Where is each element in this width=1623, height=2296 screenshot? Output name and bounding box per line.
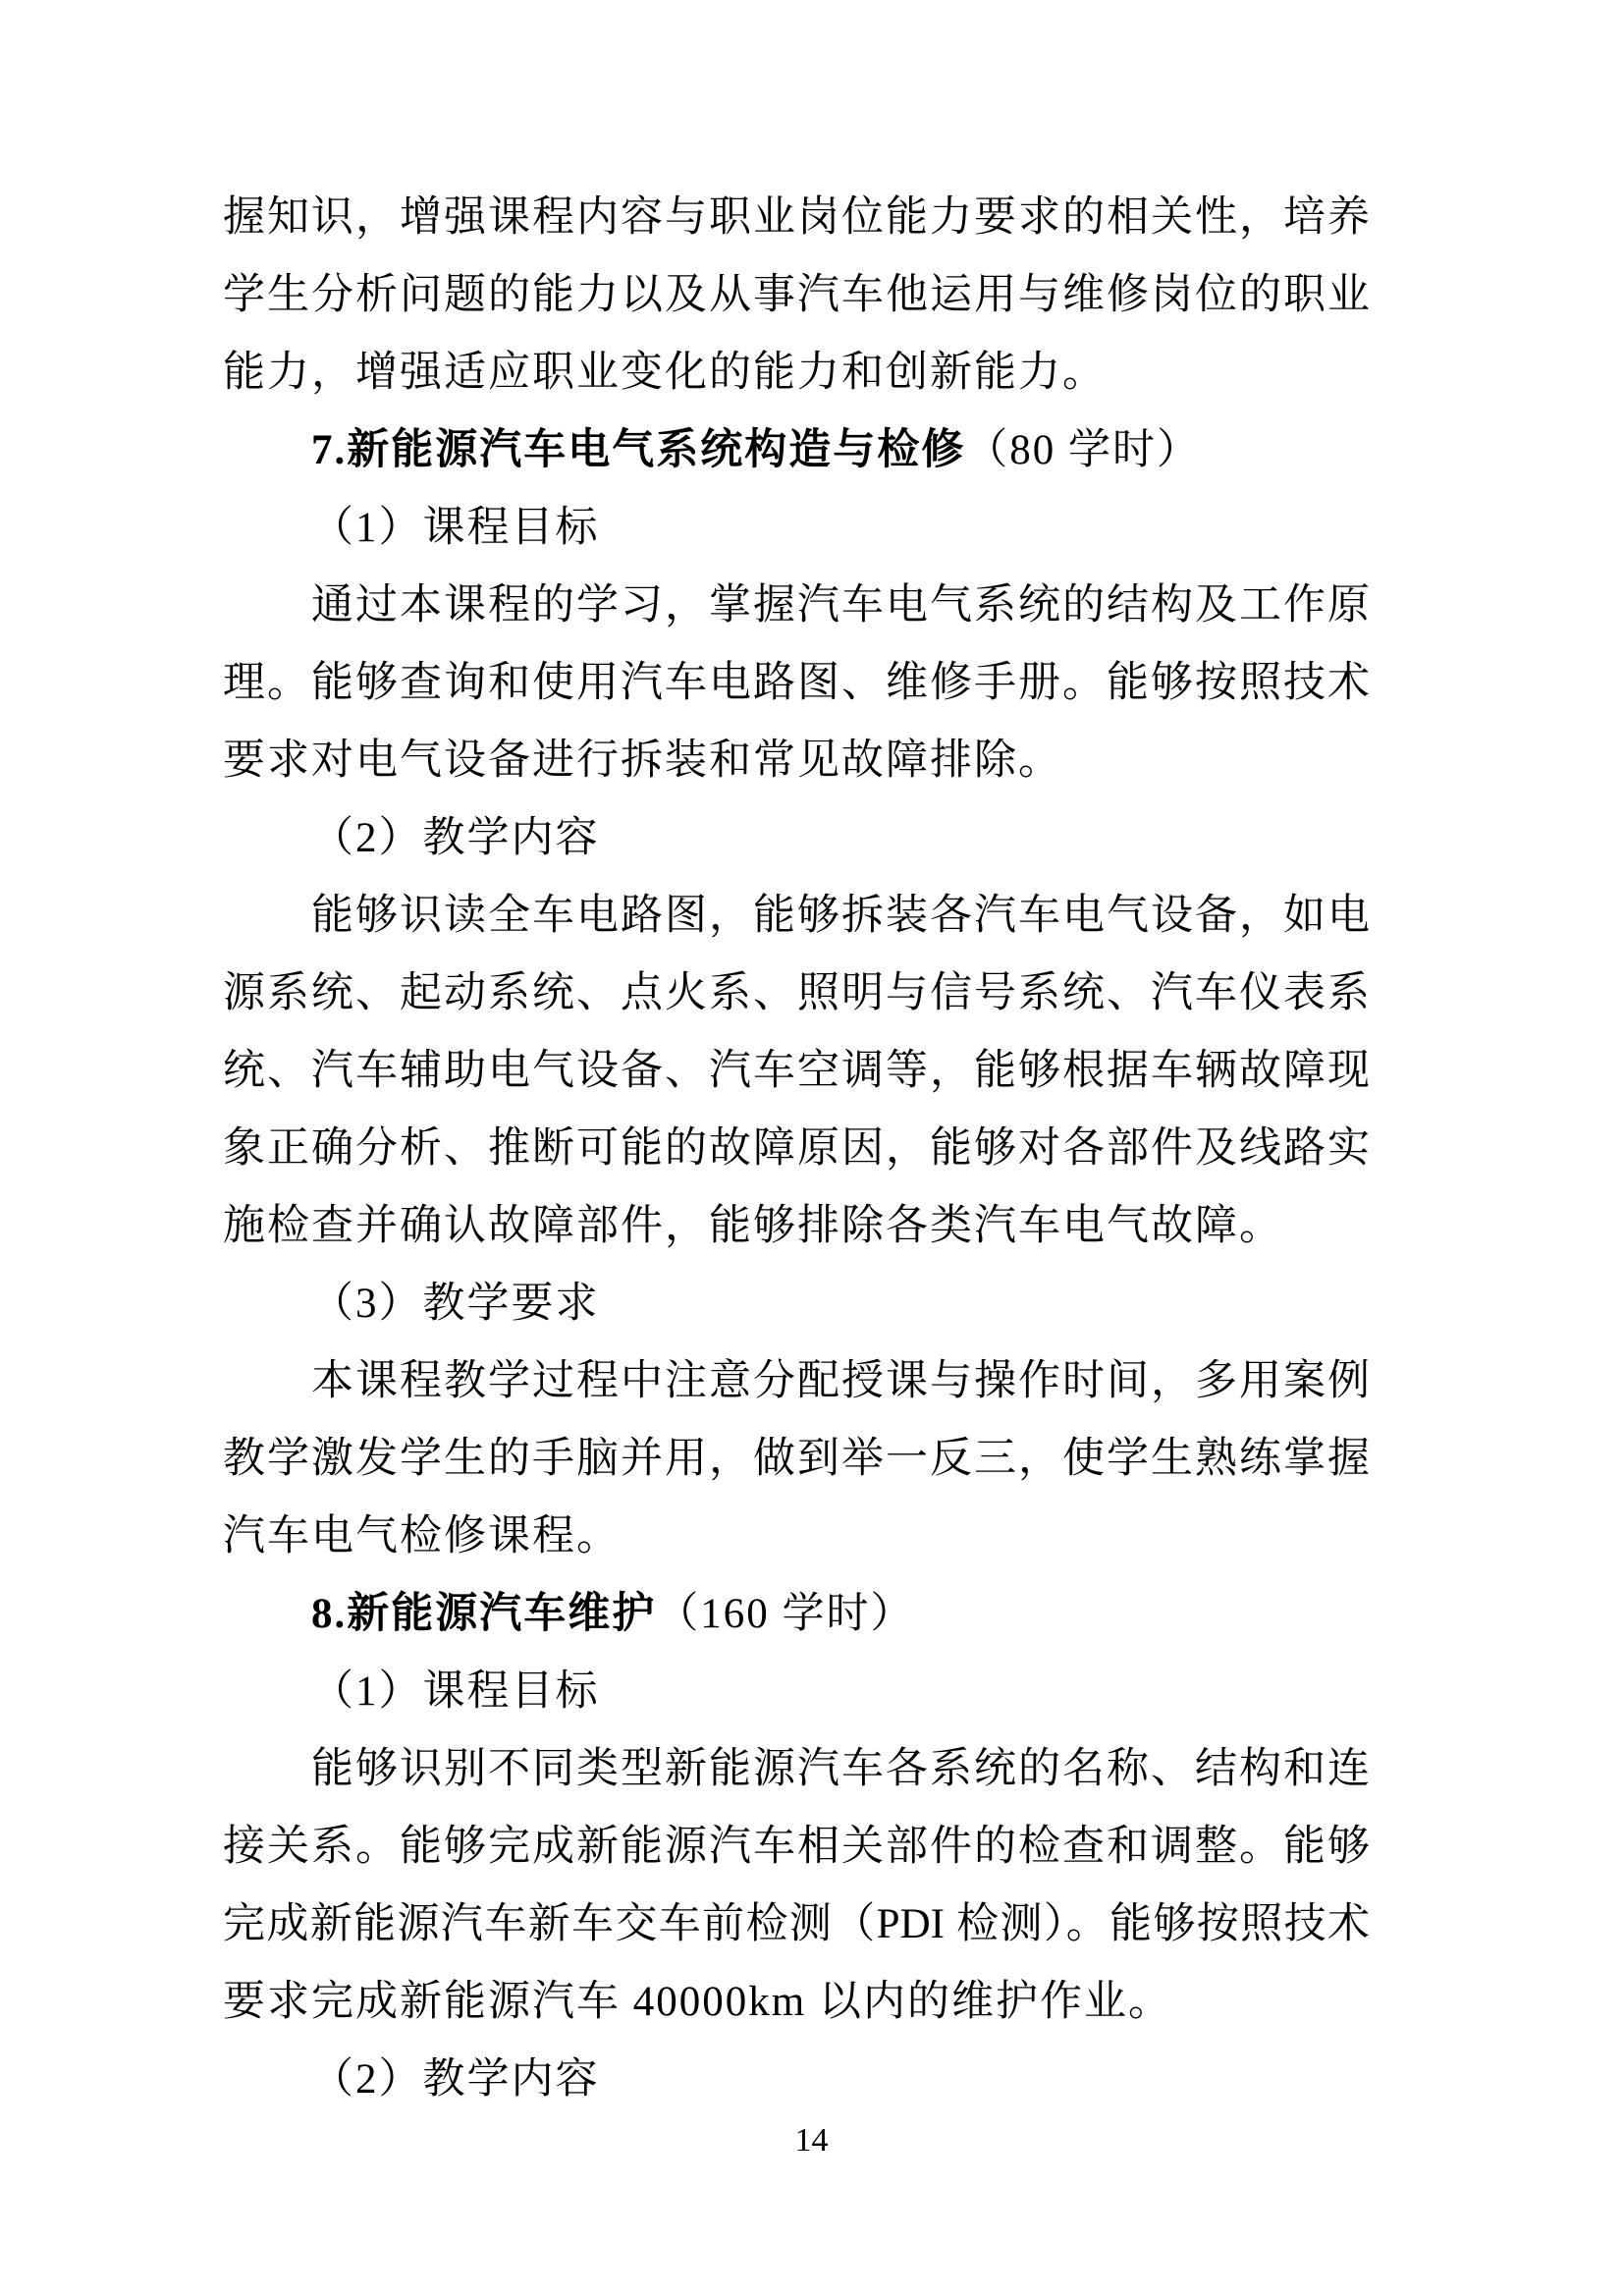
text-line: （3）教学要求	[311, 1281, 600, 1327]
text-line: 教学激发学生的手脑并用，做到举一反三，使学生熟练掌握	[223, 1436, 1370, 1482]
text-line: 学生分析问题的能力以及从事汽车他运用与维修岗位的职业	[223, 272, 1370, 318]
text-line: 握知识，增强课程内容与职业岗位能力要求的相关性，培养	[223, 194, 1370, 241]
text-line: （2）教学内容	[311, 815, 600, 861]
text-line: 施检查并确认故障部件，能够排除各类汽车电气故障。	[223, 1203, 1283, 1249]
heading-line	[223, 411, 1370, 489]
page-number: 14	[794, 2122, 829, 2159]
heading-line	[223, 1575, 1370, 1653]
text-line: 理。能够查询和使用汽车电路图、维修手册。能够按照技术	[223, 660, 1370, 706]
text-line: 完成新能源汽车新车交车前检测（PDI 检测）。能够按照技术	[223, 1901, 1370, 1947]
text-line: （1）课程目标	[311, 505, 600, 551]
text-line: 统、汽车辅助电气设备、汽车空调等，能够根据车辆故障现	[223, 1048, 1370, 1094]
text-line: 能够识读全车电路图，能够拆装各汽车电气设备，如电	[311, 893, 1370, 939]
heading-bold-text: 8.新能源汽车维护	[311, 1591, 657, 1637]
document-body	[223, 179, 1370, 2118]
heading-normal-text: （80 学时）	[965, 427, 1201, 473]
text-line: （2）教学内容	[311, 2056, 600, 2103]
text-line: 通过本课程的学习，掌握汽车电气系统的结构及工作原	[311, 582, 1370, 629]
heading-normal-text: （160 学时）	[656, 1591, 915, 1637]
text-line: 象正确分析、推断可能的故障原因，能够对各部件及线路实	[223, 1125, 1370, 1172]
heading-bold-text: 7.新能源汽车电气系统构造与检修	[311, 427, 966, 473]
text-line: 能够识别不同类型新能源汽车各系统的名称、结构和连	[311, 1746, 1370, 1792]
text-line: 要求完成新能源汽车 40000km 以内的维护作业。	[223, 1979, 1172, 2025]
text-line: 能力，增强适应职业变化的能力和创新能力。	[223, 350, 1107, 396]
text-line: 接关系。能够完成新能源汽车相关部件的检查和调整。能够	[223, 1824, 1370, 1870]
text-line: 汽车电气检修课程。	[223, 1513, 621, 1559]
text-line: 要求对电气设备进行拆装和常见故障排除。	[223, 738, 1062, 784]
text-line: 源系统、起动系统、点火系、照明与信号系统、汽车仪表系	[223, 970, 1370, 1016]
text-line: （1）课程目标	[311, 1668, 600, 1715]
text-line: 本课程教学过程中注意分配授课与操作时间，多用案例	[311, 1358, 1370, 1404]
